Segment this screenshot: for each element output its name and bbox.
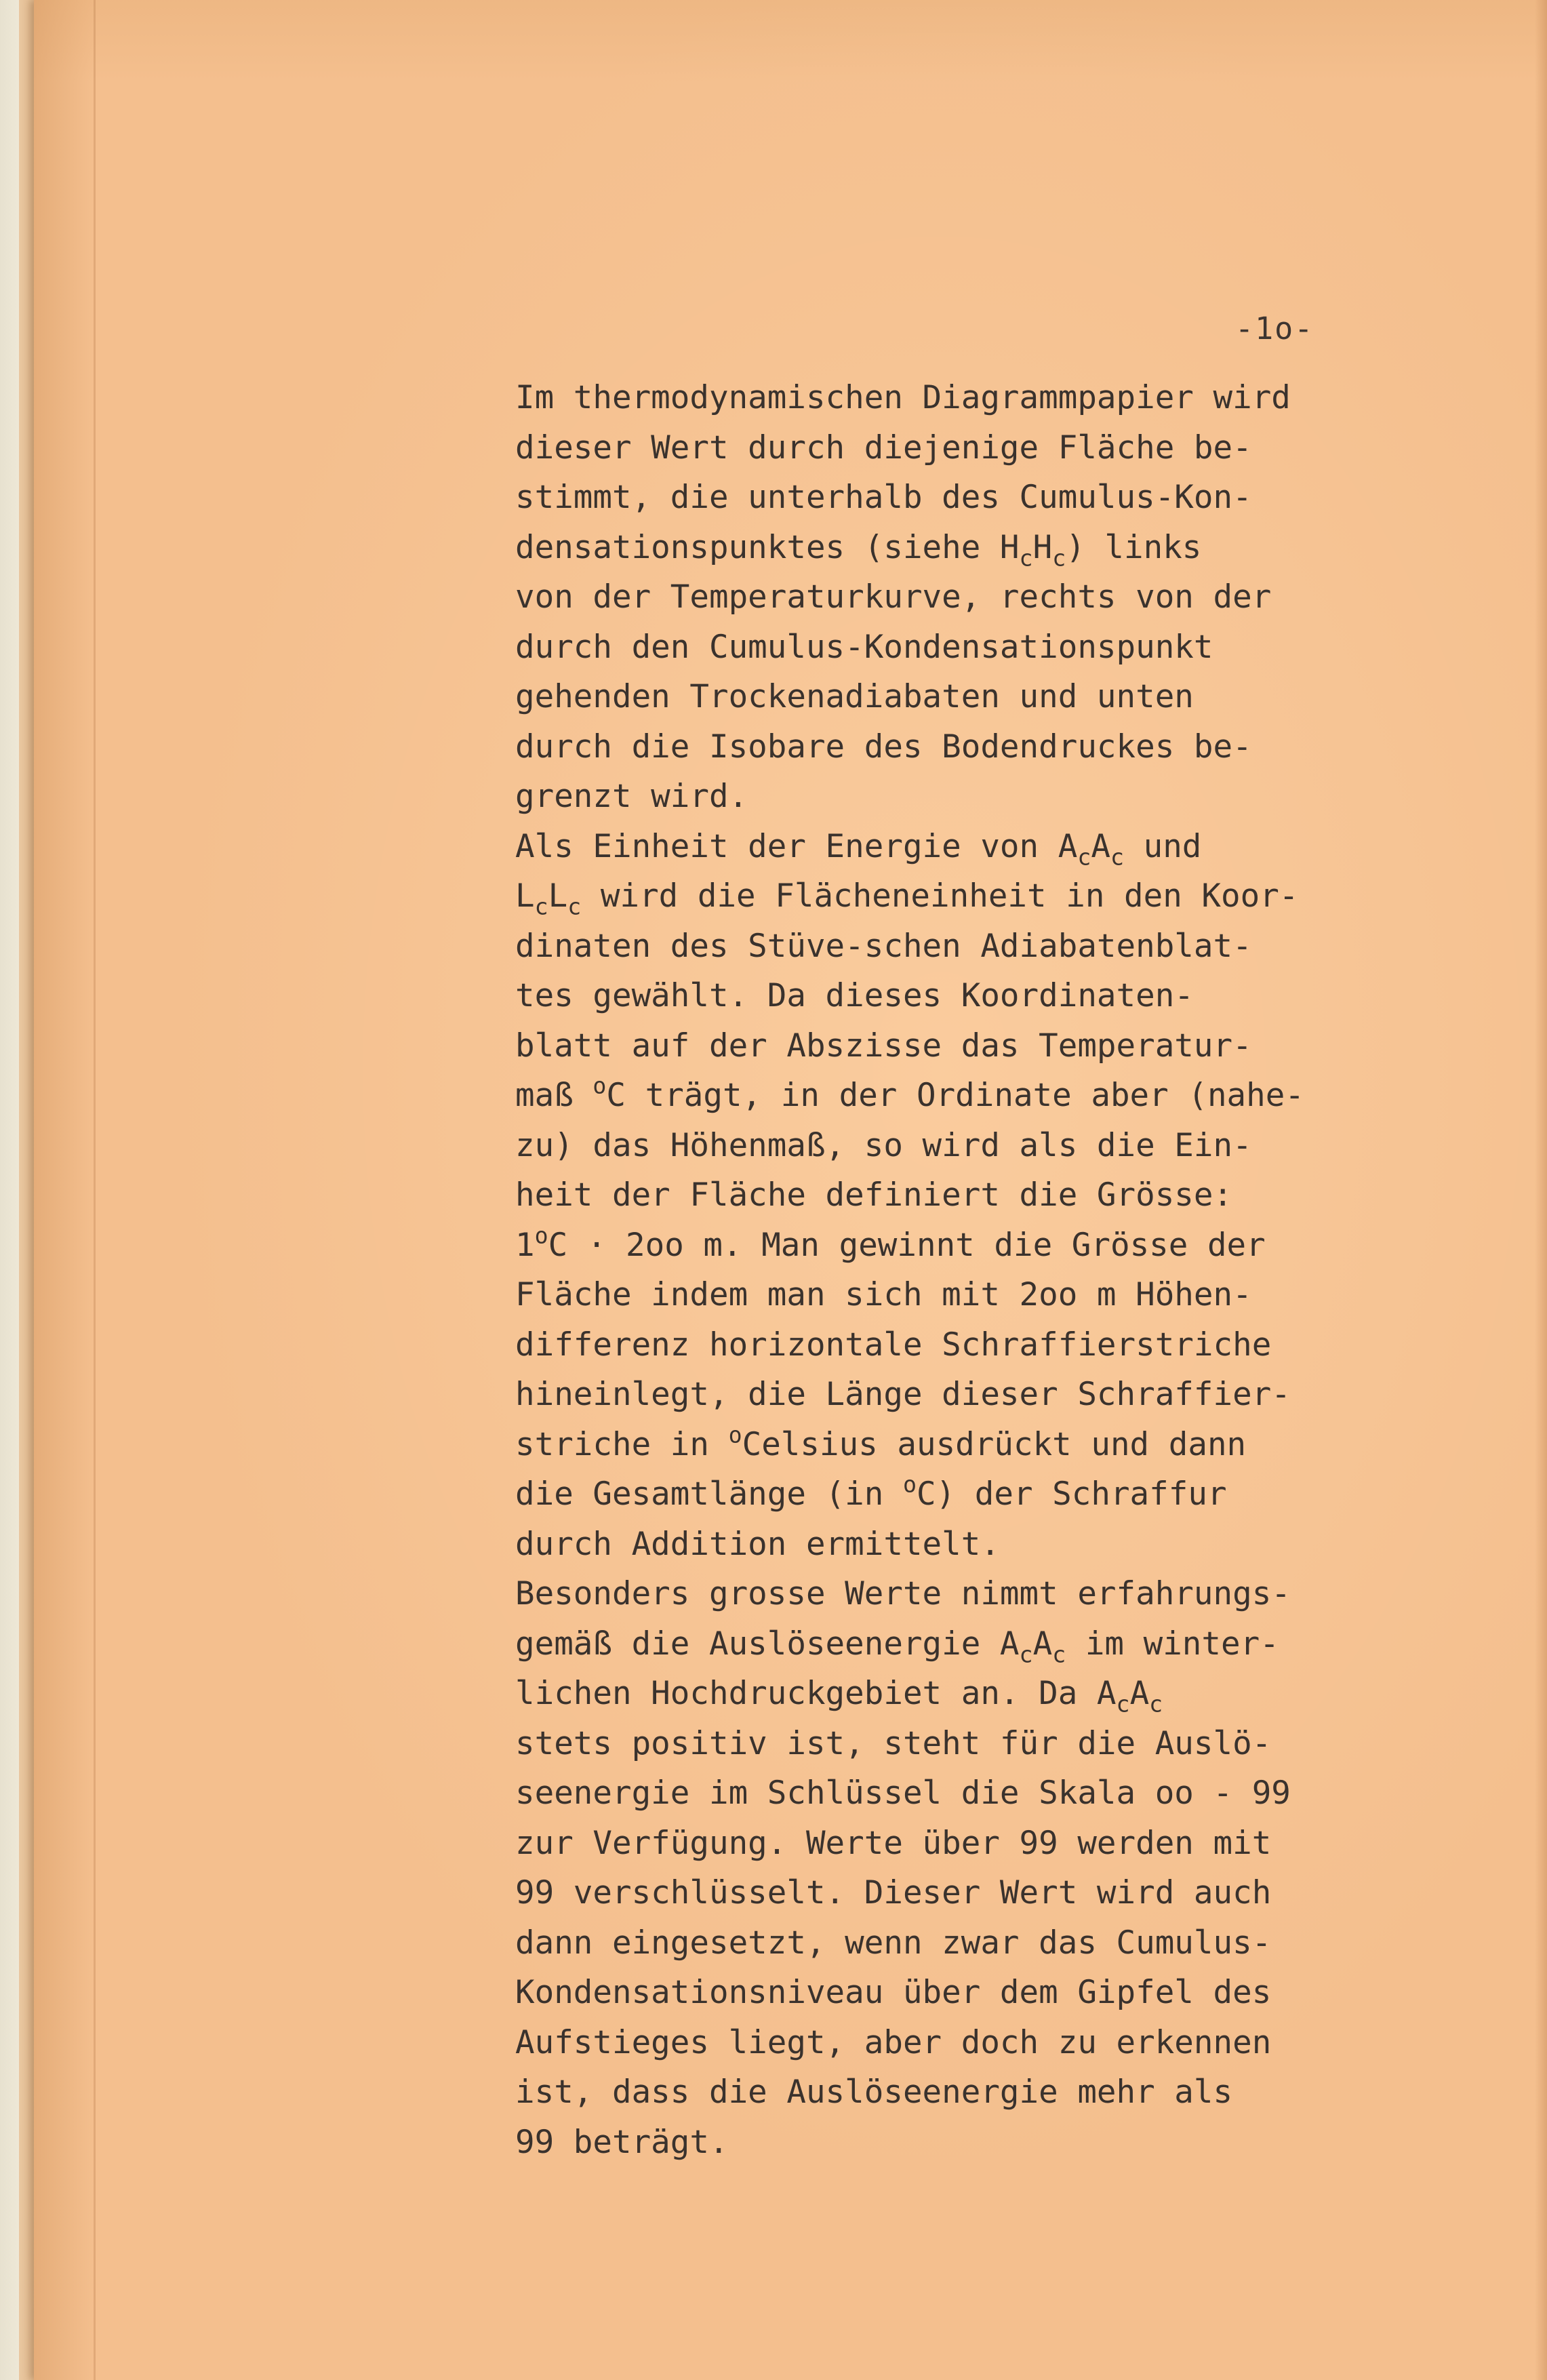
text-line — [515, 1420, 1410, 1470]
text-run: lichen Hochdruckgebiet an. Da A — [515, 1675, 1117, 1712]
text-run: ist, dass die Auslöseenergie mehr als — [515, 2074, 1233, 2111]
text-line — [515, 1968, 1410, 2018]
text-line — [515, 1719, 1410, 1769]
superscript: o — [534, 1222, 548, 1249]
text-line — [515, 1520, 1410, 1570]
text-line — [515, 1370, 1410, 1420]
text-run: 99 verschlüsselt. Dieser Wert wird auch — [515, 1874, 1272, 1911]
text-run: L — [515, 877, 535, 915]
text-run: C) der Schraffur — [916, 1475, 1227, 1513]
text-run: seenergie im Schlüssel die Skala oo - 99 — [515, 1774, 1291, 1812]
text-run: Fläche indem man sich mit 2oo m Höhen- — [515, 1276, 1252, 1313]
text-run: C · 2oo m. Man gewinnt die Grösse der — [548, 1226, 1266, 1264]
subscript: c — [1019, 544, 1033, 572]
subscript: c — [1077, 844, 1091, 871]
text-line — [515, 772, 1410, 822]
text-line — [515, 2018, 1410, 2068]
text-run: H — [1032, 528, 1053, 566]
text-run: tes gewählt. Da dieses Koordinaten- — [515, 977, 1194, 1014]
subscript: c — [1019, 1641, 1033, 1668]
text-line — [515, 523, 1410, 573]
subscript: c — [1116, 1690, 1130, 1718]
subscript: c — [1052, 544, 1066, 572]
text-run: zur Verfügung. Werte über 99 werden mit — [515, 1824, 1272, 1862]
text-line — [515, 1170, 1410, 1221]
text-line — [515, 572, 1410, 622]
text-run: A — [1032, 1625, 1053, 1663]
subscript: c — [534, 893, 548, 920]
text-run: gemäß die Auslöseenergie A — [515, 1625, 1020, 1663]
text-line — [515, 1320, 1410, 1370]
text-line — [515, 1221, 1410, 1271]
text-line — [515, 1021, 1410, 1071]
text-line — [515, 473, 1410, 523]
text-line — [515, 822, 1410, 872]
text-line — [515, 1768, 1410, 1819]
text-run: wird die Flächeneinheit in den Koor- — [581, 877, 1299, 915]
text-run: C trägt, in der Ordinate aber (nahe- — [606, 1077, 1304, 1114]
text-run: 1 — [515, 1226, 535, 1264]
text-run: dieser Wert durch diejenige Fläche be- — [515, 429, 1252, 467]
text-run: durch den Cumulus-Kondensationspunkt — [515, 628, 1213, 666]
subscript: c — [1110, 844, 1124, 871]
text-run: Aufstieges liegt, aber doch zu erkennen — [515, 2023, 1272, 2061]
text-run: differenz horizontale Schraffierstriche — [515, 1326, 1272, 1364]
text-run: dann eingesetzt, wenn zwar das Cumulus- — [515, 1924, 1272, 1962]
text-run: und — [1124, 827, 1202, 865]
subscript: c — [1149, 1690, 1163, 1718]
text-line — [515, 1071, 1410, 1121]
text-run: ) links — [1066, 528, 1202, 566]
text-line — [515, 1619, 1410, 1669]
text-line — [515, 722, 1410, 772]
text-run: im winter- — [1066, 1625, 1279, 1663]
text-line — [515, 1121, 1410, 1171]
text-line — [515, 1469, 1410, 1520]
text-run: Im thermodynamischen Diagrammpapier wird — [515, 379, 1291, 416]
text-run: von der Temperaturkurve, rechts von der — [515, 578, 1272, 616]
text-run: L — [548, 877, 568, 915]
superscript: o — [902, 1471, 917, 1498]
text-run: striche in — [515, 1425, 729, 1463]
text-run: durch die Isobare des Bodendruckes be- — [515, 728, 1252, 766]
text-run: A — [1129, 1675, 1150, 1712]
superscript: o — [592, 1072, 607, 1099]
text-run: die Gesamtlänge (in — [515, 1475, 903, 1513]
text-run: Kondensationsniveau über dem Gipfel des — [515, 1974, 1272, 2011]
text-run: durch Addition ermittelt. — [515, 1525, 1000, 1563]
text-line — [515, 871, 1410, 921]
subscript: c — [1052, 1641, 1066, 1668]
text-line — [515, 672, 1410, 722]
subscript: c — [567, 893, 582, 920]
text-run: blatt auf der Abszisse das Temperatur- — [515, 1027, 1252, 1065]
text-run: stimmt, die unterhalb des Cumulus-Kon- — [515, 479, 1252, 516]
text-run: Besonders grosse Werte nimmt erfahrungs- — [515, 1575, 1291, 1612]
text-line — [515, 2067, 1410, 2118]
text-run: grenzt wird. — [515, 778, 748, 815]
body-text — [515, 373, 1410, 2167]
text-line — [515, 921, 1410, 972]
text-run: zu) das Höhenmaß, so wird als die Ein- — [515, 1126, 1252, 1164]
text-line — [515, 2118, 1410, 2168]
text-run: gehenden Trockenadiabaten und unten — [515, 678, 1194, 715]
page-number: -1o- — [1235, 311, 1314, 346]
text-line — [515, 1569, 1410, 1619]
text-run: stets positiv ist, steht für die Auslö- — [515, 1724, 1272, 1762]
text-line — [515, 373, 1410, 423]
text-line — [515, 423, 1410, 473]
text-run: 99 beträgt. — [515, 2123, 729, 2161]
sheet-fold — [94, 0, 96, 2380]
text-run: densationspunktes (siehe H — [515, 528, 1020, 566]
superscript: o — [728, 1421, 742, 1448]
text-line — [515, 1819, 1410, 1869]
text-line — [515, 622, 1410, 673]
text-run: hineinlegt, die Länge dieser Schraffier- — [515, 1376, 1291, 1413]
text-line — [515, 1669, 1410, 1719]
text-line — [515, 1270, 1410, 1320]
text-line — [515, 971, 1410, 1021]
text-run: maß — [515, 1077, 593, 1114]
text-run: Celsius ausdrückt und dann — [742, 1425, 1247, 1463]
text-run: heit der Fläche definiert die Grösse: — [515, 1176, 1233, 1214]
text-line — [515, 1918, 1410, 1968]
sheet-edge-shadow — [1535, 0, 1547, 2380]
text-run: A — [1091, 827, 1110, 865]
text-run: Als Einheit der Energie von A — [515, 827, 1078, 865]
text-line — [515, 1868, 1410, 1918]
text-run: dinaten des Stüve-schen Adiabatenblat- — [515, 927, 1252, 965]
